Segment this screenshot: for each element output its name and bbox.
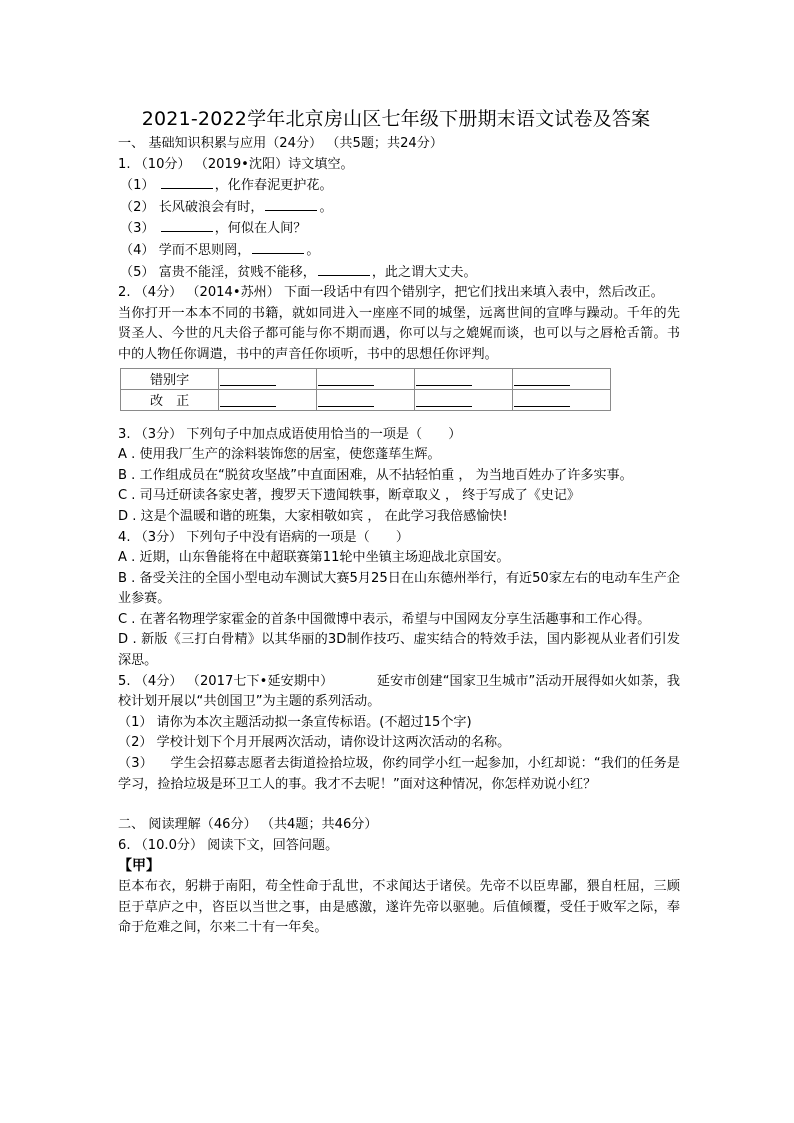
q1-stem: 1. （10分） （2019•沈阳）诗文填空。 [118, 156, 354, 172]
answer-blank[interactable] [161, 218, 213, 232]
q1-item-1 [118, 175, 680, 197]
q4-option-b[interactable]: B . 备受关注的全国小型电动车测试大赛5月25日在山东德州举行，有近50家左右的电动车生产企业参赛。 [118, 570, 680, 607]
q1-item-2 [118, 197, 680, 219]
q1-item-num: （5） [120, 264, 155, 280]
correction-row-label: 改 正 [121, 389, 219, 410]
typo-cell-1[interactable] [219, 368, 317, 389]
typo-row-label: 错别字 [121, 368, 219, 389]
typo-correction-table [120, 368, 611, 411]
q1-item-text-after: ，化作春泥更护花。 [214, 178, 333, 194]
q1-item-num: （2） [120, 199, 155, 215]
q3-option-b[interactable]: B . 工作组成员在“脱贫攻坚战”中直面困难，从不拈轻怕重 ， 为当地百姓办了许多实事。 [118, 467, 633, 483]
answer-blank[interactable] [318, 262, 370, 276]
q1-item-num: （3） [120, 221, 155, 237]
answer-blank[interactable] [265, 197, 317, 211]
section1-heading: 一、 基础知识积累与应用（24分） （共5题；共24分） [118, 136, 443, 151]
q4-stem: 4. （3分） 下列句子中没有语病的一项是（ ） [118, 529, 410, 545]
q4-option-d[interactable]: D . 新版《三打白骨精》以其华丽的3D制作技巧、虚实结合的特效手法，国内影视从业者们引发深思。 [118, 632, 680, 669]
q6-stem: 6. （10.0分） 阅读下文，回答问题。 [118, 837, 339, 853]
document-title: 2021-2022学年北京房山区七年级下册期末语文试卷及答案 [141, 108, 651, 130]
section2-heading: 二、 阅读理解（46分） （共4题；共46分） [118, 817, 378, 833]
table-row-corrections [121, 389, 611, 410]
answer-blank[interactable] [252, 240, 304, 254]
passage-label-jia: 【甲】 [118, 858, 160, 875]
correction-cell-2[interactable] [317, 389, 415, 410]
q5-item-1: （1） 请你为本次主题活动拟一条宣传标语。(不超过15个字) [118, 714, 472, 730]
typo-cell-2[interactable] [317, 368, 415, 389]
q3-option-d[interactable]: D . 这是个温暖和谐的班集，大家相敬如宾 ， 在此学习我倍感愉快! [118, 508, 508, 524]
q1-item-5 [118, 262, 680, 284]
document-page [118, 104, 680, 939]
q5-item-2: （2） 学校计划下个月开展两次活动，请你设计这两次活动的名称。 [118, 735, 511, 751]
q1-item-text-after: 。 [319, 199, 333, 215]
q3-option-c[interactable]: C . 司马迁研读各家史著，搜罗天下遗闻轶事，断章取义 ， 终于写成了《史记》 [118, 488, 581, 504]
q1-item-3 [118, 218, 680, 240]
q3-stem: 3. （3分） 下列句子中加点成语使用恰当的一项是（ ） [118, 426, 462, 442]
correction-cell-3[interactable] [415, 389, 513, 410]
q1-item-text-before: 富贵不能淫，贫贱不能移， [158, 264, 316, 280]
q2-stem: 2. （4分） （2014•苏州） 下面一段话中有四个错别字，把它们找出来填入表中，然后改正。 [118, 285, 664, 301]
q1-item-text-before: 长风破浪会有时， [158, 199, 264, 215]
q1-item-text-after: ，此之谓大丈夫。 [371, 264, 477, 280]
q4-option-a[interactable]: A . 近期，山东鲁能将在中超联赛第11轮中坐镇主场迎战北京国安。 [118, 550, 510, 566]
q5-stem: 5. （4分） （2017七下•延安期中） 延安市创建“国家卫生城市”活动开展得如火如荼，我校计划开展以“共创国卫”为主题的系列活动。 [118, 673, 680, 710]
q6-passage: 臣本布衣，躬耕于南阳，苟全性命于乱世，不求闻达于诸侯。先帝不以臣卑鄙，猥自枉屈，三顾臣于草庐之中，咨臣以当世之事，由是感激，遂许先帝以驱驰。后值倾覆，受任于败军之际，奉命于危难之间，尔来二十有一年矣。 [118, 879, 680, 936]
q2-passage: 当你打开一本本不同的书籍，就如同进入一座座不同的城堡，远离世间的宣哗与躁动。千年的先贤圣人、今世的凡夫俗子都可能与你不期而遇，你可以与之媲娓而谈，也可以与之唇枪舌箭。书中的人物任你调遣，书中的声音任你顷听，书中的思想任你评判。 [118, 305, 680, 362]
correction-cell-1[interactable] [219, 389, 317, 410]
q1-item-4 [118, 240, 680, 262]
q3-option-a[interactable]: A . 使用我厂生产的涂料装饰您的居室，使您蓬荜生辉。 [118, 447, 441, 463]
typo-cell-3[interactable] [415, 368, 513, 389]
typo-cell-4[interactable] [513, 368, 611, 389]
table-row-typos [121, 368, 611, 389]
q1-item-text-before: 学而不思则罔， [158, 242, 251, 258]
q1-item-num: （4） [120, 242, 155, 258]
q5-item-3: （3） 学生会招募志愿者去街道捡拾垃圾，你约同学小红一起参加，小红却说：“我们的任务是学习，捡拾垃圾是环卫工人的事。我才不去呢！”面对这种情况，你怎样劝说小红？ [118, 756, 680, 792]
q4-option-c[interactable]: C . 在著名物理学家霍金的首条中国微博中表示，希望与中国网友分享生活趣事和工作心得。 [118, 611, 651, 627]
answer-blank[interactable] [161, 175, 213, 189]
q1-item-num: （1） [120, 178, 155, 194]
correction-cell-4[interactable] [513, 389, 611, 410]
q1-item-text-after: ，何似在人间？ [214, 221, 307, 237]
q1-item-text-after: 。 [306, 242, 320, 258]
